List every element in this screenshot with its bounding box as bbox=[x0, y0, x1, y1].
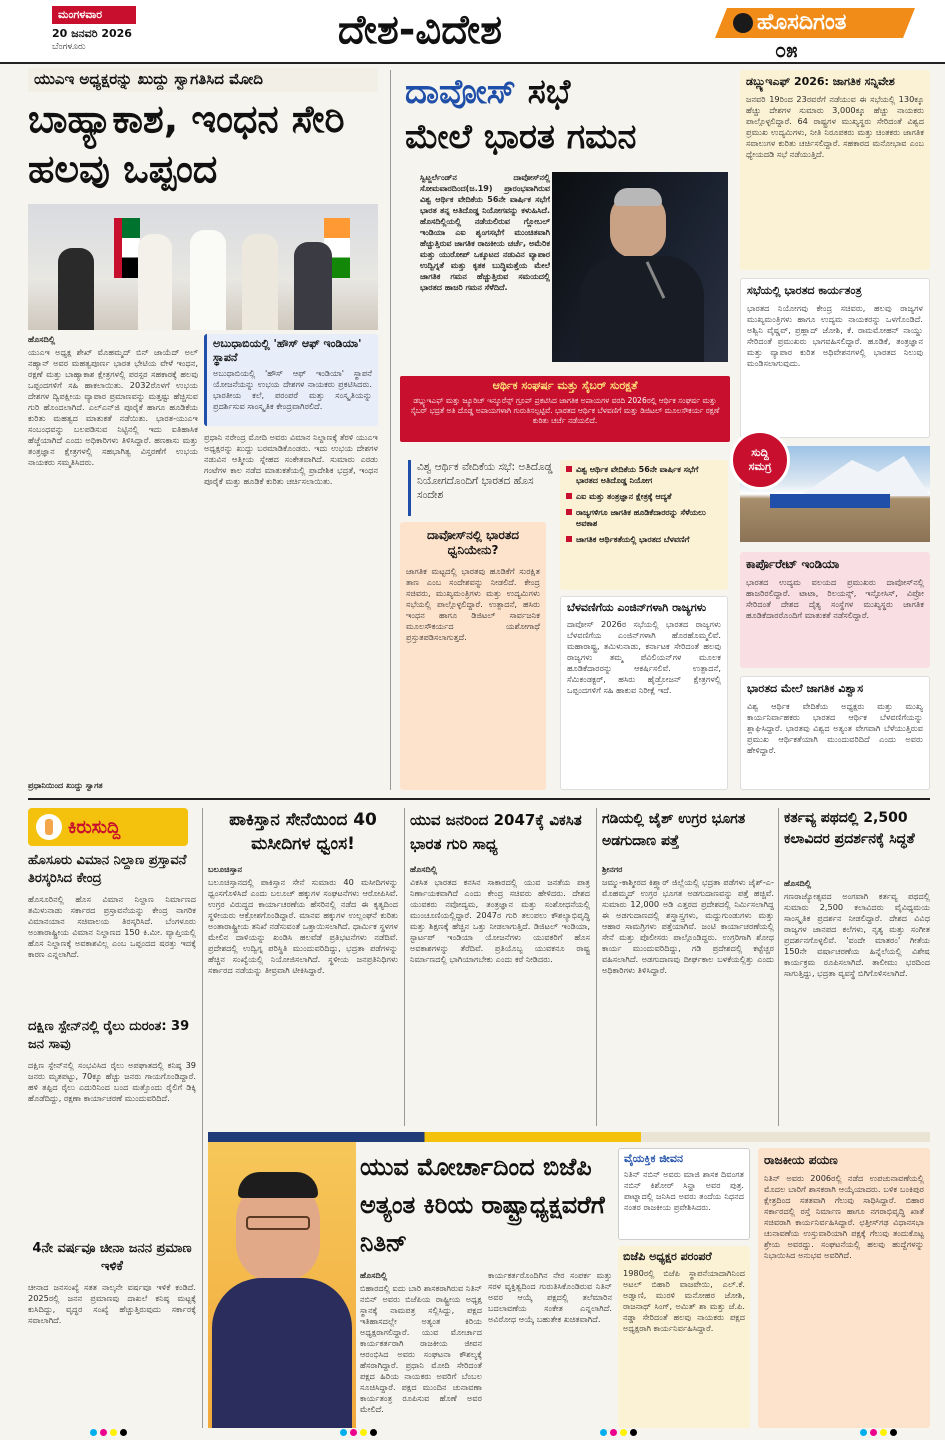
pakistan-body-text: ಬಲೂಚಿಸ್ತಾನದಲ್ಲಿ ಪಾಕಿಸ್ತಾನ ಸೇನೆ ಸುಮಾರು 40 ಮಸೀದಿಗಳನ್ನು ಧ್ವಂಸಗೊಳಿಸಿದೆ ಎಂದು ಬಲೂಚ್ ಹಕ್ಕುಗಳ ಸಂಘಟನೆಗಳು ಆರೋಪಿಸಿವೆ. ಉಗ್ರರ ವಿರುದ್ಧದ ಕಾರ್ಯಾಚರಣೆಯ ಹೆಸರಿನಲ್ಲಿ ನಡೆದ ಈ ಕೃತ್ಯದಿಂದ ಸ್ಥಳೀಯರು ಆಕ್ರೋಶಗೊಂಡಿದ್ದಾರೆ. ಮಾನವ ಹಕ್ಕುಗಳ ಉಲ್ಲಂಘನೆ ಕುರಿತು ಅಂತಾರಾಷ್ಟ್ರೀಯ ತನಿಖೆ ನಡೆಸುವಂತೆ ಒತ್ತಾಯಿಸಲಾಗಿದೆ. ಧಾರ್ಮಿಕ ಸ್ಥಳಗಳ ಮೇಲಿನ ದಾಳಿಯನ್ನು ಖಂಡಿಸಿ ಹಲವೆಡೆ ಪ್ರತಿಭಟನೆಗಳು ನಡೆದಿವೆ. ಪ್ರದೇಶದಲ್ಲಿ ಉದ್ವಿಗ್ನ ಪರಿಸ್ಥಿತಿ ಮುಂದುವರಿದಿದ್ದು, ಭದ್ರತಾ ಪಡೆಗಳನ್ನು ಹೆಚ್ಚಿನ ಸಂಖ್ಯೆಯಲ್ಲಿ ನಿಯೋಜಿಸಲಾಗಿದೆ. ಸ್ಥಳೀಯ ಜನಪ್ರತಿನಿಧಿಗಳು ಸರ್ಕಾರದ ನಡೆಯನ್ನು ತೀವ್ರವಾಗಿ ಟೀಕಿಸಿದ್ದಾರೆ. bbox=[208, 877, 398, 975]
youth-body bbox=[410, 864, 590, 1126]
davos-speaker-photo bbox=[552, 172, 728, 362]
trust-box bbox=[740, 676, 930, 790]
nitin-portrait bbox=[208, 1142, 356, 1428]
kirusuddi-body-2: ದಕ್ಷಿಣ ಸ್ಪೇನ್‌ನಲ್ಲಿ ಸಂಭವಿಸಿದ ರೈಲು ಅಪಘಾತದಲ್ಲಿ ಕನಿಷ್ಠ 39 ಜನರು ಮೃತಪಟ್ಟು, 70ಕ್ಕೂ ಹೆಚ್ಚು ಜನರು ಗಾಯಗೊಂಡಿದ್ದಾರೆ. ಹಳಿ ತಪ್ಪಿದ ರೈಲು ಎದುರಿನಿಂದ ಬಂದ ಮತ್ತೊಂದು ರೈಲಿಗೆ ಡಿಕ್ಕಿ ಹೊಡೆದಿದ್ದು, ರಕ್ಷಣಾ ಕಾರ್ಯಾಚರಣೆ ಮುಂದುವರಿದಿದೆ. bbox=[28, 1060, 196, 1103]
corporate-headline: ಕಾರ್ಪೊರೇಟ್ ಇಂಡಿಯಾ bbox=[746, 557, 840, 571]
growth-body: ದಾವೋಸ್ 2026ರ ಸಭೆಯಲ್ಲಿ ಭಾರತದ ರಾಜ್ಯಗಳು ಬೆಳವಣಿಗೆಯ ಎಂಜಿನ್‌ಗಳಾಗಿ ಹೊರಹೊಮ್ಮಲಿವೆ. ಮಹಾರಾಷ್ಟ್ರ, ತಮಿಳುನಾಡು, ಕರ್ನಾಟಕ ಸೇರಿದಂತೆ ಹಲವು ರಾಜ್ಯಗಳು ತಮ್ಮ ಪೆವಿಲಿಯನ್‌ಗಳ ಮೂಲಕ ಹೂಡಿಕೆದಾರರನ್ನು ಆಕರ್ಷಿಸಲಿವೆ. ಉತ್ಪಾದನೆ, ಸೆಮಿಕಂಡಕ್ಟರ್, ಹಸಿರು ಹೈಡ್ರೋಜನ್ ಕ್ಷೇತ್ರಗಳಲ್ಲಿ ಒಪ್ಪಂದಗಳಿಗೆ ಸಹಿ ಹಾಕುವ ನಿರೀಕ್ಷೆ ಇದೆ. bbox=[567, 619, 721, 695]
abudhabi-body: ಅಬುಧಾಬಿಯಲ್ಲಿ 'ಹೌಸ್ ಆಫ್ ಇಂಡಿಯಾ' ಸ್ಥಾಪನೆ ಯೋಜನೆಯನ್ನು ಉಭಯ ದೇಶಗಳ ನಾಯಕರು ಪ್ರಕಟಿಸಿದರು. ಭಾರತೀಯ ಕಲೆ, ಪರಂಪರೆ ಮತ್ತು ಸಂಸ್ಕೃತಿಯನ್ನು ಪ್ರದರ್ಶಿಸುವ ಸಾಂಸ್ಕೃತಿಕ ಕೇಂದ್ರವಾಗಿರಲಿದೆ. bbox=[213, 368, 372, 411]
voice-box bbox=[400, 522, 546, 790]
column-divider bbox=[404, 808, 405, 1126]
personal-box bbox=[618, 1148, 750, 1240]
bullet-item bbox=[566, 464, 722, 486]
kartavya-headline: ಕರ್ತವ್ಯ ಪಥದಲ್ಲಿ 2,500 ಕಲಾವಿದರ ಪ್ರದರ್ಶನಕ್ಕೆ ಸಿದ್ಧತೆ bbox=[784, 810, 915, 847]
person-figure bbox=[190, 230, 226, 330]
davos-quote: ವಿಶ್ವ ಆರ್ಥಿಕ ವೇದಿಕೆಯ ಸಭೆ: ಅತಿದೊಡ್ಡ ನಿಯೋಗದೊಂದಿಗೆ ಭಾರತದ ಹೊಸ ಸಂದೇಶ bbox=[408, 460, 562, 516]
person-figure bbox=[294, 242, 332, 330]
bullet-item bbox=[566, 491, 722, 502]
kirusuddi-body-1: ಹೊಸೂರಿನಲ್ಲಿ ಹೊಸ ವಿಮಾನ ನಿಲ್ದಾಣ ನಿರ್ಮಾಣದ ತಮಿಳುನಾಡು ಸರ್ಕಾರದ ಪ್ರಸ್ತಾವನೆಯನ್ನು ಕೇಂದ್ರ ನಾಗರಿಕ ವಿಮಾನಯಾನ ಸಚಿವಾಲಯ ತಿರಸ್ಕರಿಸಿದೆ. ಬೆಂಗಳೂರು ಅಂತಾರಾಷ್ಟ್ರೀಯ ವಿಮಾನ ನಿಲ್ದಾಣದ 150 ಕಿ.ಮೀ. ವ್ಯಾಪ್ತಿಯಲ್ಲಿ ಹೊಸ ನಿಲ್ದಾಣಕ್ಕೆ ಅವಕಾಶವಿಲ್ಲ ಎಂಬ ಒಪ್ಪಂದದ ಷರತ್ತು ಇದಕ್ಕೆ ಕಾರಣ ಎನ್ನಲಾಗಿದೆ. bbox=[28, 894, 196, 959]
abudhabi-box bbox=[204, 334, 378, 426]
print-register-marks bbox=[340, 1429, 377, 1436]
day-label: ಮಂಗಳವಾರ bbox=[52, 6, 136, 24]
youth-headline: ಯುವ ಜನರಿಂದ 2047ಕ್ಕೆ ವಿಕಸಿತ ಭಾರತ ಗುರಿ ಸಾಧ್ಯ bbox=[410, 811, 582, 853]
venue-sign bbox=[770, 494, 890, 508]
kirusuddi-text: ಕಿರುಸುದ್ದಿ bbox=[68, 816, 121, 838]
column-divider bbox=[202, 808, 203, 1428]
nitin-body-text: ಬಿಹಾರದಲ್ಲಿ ಐದು ಬಾರಿ ಶಾಸಕರಾಗಿರುವ ನಿತಿನ್ ನಬಿನ್ ಅವರು ಬಿಜೆಪಿಯ ರಾಷ್ಟ್ರೀಯ ಅಧ್ಯಕ್ಷ ಸ್ಥಾನಕ್ಕೆ ನಾಮಪತ್ರ ಸಲ್ಲಿಸಿದ್ದು, ಪಕ್ಷದ ಇತಿಹಾಸದಲ್ಲೇ ಅತ್ಯಂತ ಕಿರಿಯ ಅಧ್ಯಕ್ಷರಾಗಲಿದ್ದಾರೆ. ಯುವ ಮೋರ್ಚಾದ ಕಾರ್ಯಕರ್ತರಾಗಿ ರಾಜಕೀಯ ಜೀವನ ಆರಂಭಿಸಿದ ಅವರು ಸಂಘಟನಾ ಕೌಶಲ್ಯಕ್ಕೆ ಹೆಸರಾಗಿದ್ದಾರೆ. ಪ್ರಧಾನಿ ಮೋದಿ ಸೇರಿದಂತೆ ಪಕ್ಷದ ಹಿರಿಯ ನಾಯಕರು ಅವರಿಗೆ ಬೆಂಬಲ ಸೂಚಿಸಿದ್ದಾರೆ. ಪಕ್ಷದ ಮುಂದಿನ ಚುನಾವಣಾ ಕಾರ್ಯತಂತ್ರ ರೂಪಿಸುವ ಹೊಣೆ ಅವರ ಮೇಲಿದೆ. bbox=[360, 1283, 482, 1414]
speaker-body bbox=[580, 256, 704, 362]
column-divider bbox=[596, 808, 597, 1126]
bullet-text: ವಿಶ್ವ ಆರ್ಥಿಕ ವೇದಿಕೆಯ 56ನೇ ವಾರ್ಷಿಕ ಸಭೆಗೆ ಭಾರತದ ಅತಿದೊಡ್ಡ ನಿಯೋಗ bbox=[576, 465, 699, 485]
corporate-box bbox=[740, 552, 930, 668]
paper-name: ಹೊಸದಿಗಂತ bbox=[757, 10, 847, 35]
trust-headline: ಭಾರತದ ಮೇಲೆ ಜಾಗತಿಕ ವಿಶ್ವಾಸ bbox=[747, 682, 864, 695]
samagra-label: ಸುದ್ದಿ ಸಮಗ್ರ bbox=[748, 446, 772, 473]
bjp-presidents-headline: ಬಿಜೆಪಿ ಅಧ್ಯಕ್ಷರ ಪರಂಪರೆ bbox=[623, 1250, 712, 1263]
column-divider bbox=[778, 808, 779, 1126]
print-register-marks bbox=[860, 1429, 897, 1436]
jaish-dateline: ಶ್ರೀನಗರ bbox=[602, 864, 623, 874]
cyber-security-body: ಡಬ್ಲ್ಯುಇಎಫ್ ಮತ್ತು ಜ್ಯೂರಿಚ್ ಇನ್ಶೂರೆನ್ಸ್ ಗ್ರೂಪ್ ಪ್ರಕಟಿಸಿದ ಜಾಗತಿಕ ಅಪಾಯಗಳ ವರದಿ 2026ರಲ್ಲಿ ಆರ್ಥಿಕ ಸಂಘರ್ಷ ಮತ್ತು ಸೈಬರ್ ಭದ್ರತೆ ಅತಿ ದೊಡ್ಡ ಅಪಾಯಗಳಾಗಿ ಗುರುತಿಸಲ್ಪಟ್ಟಿವೆ. ಭಾರತದ ಆರ್ಥಿಕ ಬೆಳವಣಿಗೆ ಮತ್ತು ಡಿಜಿಟಲ್ ಮೂಲಸೌಕರ್ಯ ರಕ್ಷಣೆ ಕುರಿತು ಚರ್ಚೆ ನಡೆಯಲಿದೆ. bbox=[410, 396, 720, 425]
pakistan-headline: ಪಾಕಿಸ್ತಾನ ಸೇನೆಯಿಂದ 40 ಮಸೀದಿಗಳ ಧ್ವಂಸ! bbox=[229, 810, 377, 854]
nitin-headline: ಯುವ ಮೋರ್ಚಾದಿಂದ ಬಿಜೆಪಿ ಅತ್ಯಂತ ಕಿರಿಯ ರಾಷ್ಟ್ರಾಧ್ಯಕ್ಷವರೆಗೆ ನಿತಿನ್ bbox=[360, 1153, 605, 1257]
youth-body-text: ವಿಕಸಿತ ಭಾರತದ ಕನಸಿನ ಸಾಕಾರದಲ್ಲಿ ಯುವ ಜನತೆಯ ಪಾತ್ರ ನಿರ್ಣಾಯಕವಾಗಿದೆ ಎಂದು ಕೇಂದ್ರ ಸಚಿವರು ಹೇಳಿದರು. ದೇಶದ ಯುವಕರು ನವೋದ್ಯಮ, ತಂತ್ರಜ್ಞಾನ ಮತ್ತು ಸಂಶೋಧನೆಯಲ್ಲಿ ಮುಂಚೂಣಿಯಲ್ಲಿದ್ದಾರೆ. 2047ರ ಗುರಿ ತಲುಪಲು ಕೌಶಲ್ಯಾಭಿವೃದ್ಧಿ ಮತ್ತು ಶಿಕ್ಷಣಕ್ಕೆ ಹೆಚ್ಚಿನ ಒತ್ತು ನೀಡಲಾಗುತ್ತಿದೆ. ಡಿಜಿಟಲ್ ಇಂಡಿಯಾ, ಸ್ಟಾರ್ಟಪ್ ಇಂಡಿಯಾ ಯೋಜನೆಗಳು ಯುವಕರಿಗೆ ಹೊಸ ಅವಕಾಶಗಳನ್ನು ತೆರೆದಿವೆ. ಪ್ರತಿಯೊಬ್ಬ ಯುವಕನೂ ರಾಷ್ಟ್ರ ನಿರ್ಮಾಣದಲ್ಲಿ ಭಾಗಿಯಾಗಬೇಕು ಎಂದು ಕರೆ ನೀಡಿದರು. bbox=[410, 877, 590, 964]
city-label: ಬೆಂಗಳೂರು bbox=[52, 42, 86, 52]
lead-headline: ಬಾಹ್ಯಾಕಾಶ, ಇಂಧನ ಸೇರಿ ಹಲವು ಒಪ್ಪಂದ bbox=[28, 97, 345, 191]
kartavya-body-text: ಗಣರಾಜ್ಯೋತ್ಸವದ ಅಂಗವಾಗಿ ಕರ್ತವ್ಯ ಪಥದಲ್ಲಿ ಸುಮಾರು 2,500 ಕಲಾವಿದರು ವೈವಿಧ್ಯಮಯ ಸಾಂಸ್ಕೃತಿಕ ಪ್ರದರ್ಶನ ನೀಡಲಿದ್ದಾರೆ. ದೇಶದ ವಿವಿಧ ರಾಜ್ಯಗಳ ಜಾನಪದ ಕಲೆಗಳು, ನೃತ್ಯ ಮತ್ತು ಸಂಗೀತ ಪ್ರದರ್ಶನಗೊಳ್ಳಲಿವೆ. 'ವಂದೇ ಮಾತರಂ' ಗೀತೆಯ 150ನೇ ವರ್ಷಾಚರಣೆಯ ಹಿನ್ನೆಲೆಯಲ್ಲಿ ವಿಶೇಷ ಕಾರ್ಯಕ್ರಮ ರೂಪಿಸಲಾಗಿದೆ. ತಾಲೀಮು ಭರದಿಂದ ಸಾಗುತ್ತಿದ್ದು, ಭದ್ರತಾ ವ್ಯವಸ್ಥೆ ಬಿಗಿಗೊಳಿಸಲಾಗಿದೆ. bbox=[784, 891, 930, 978]
date-label: 20 ಜನವರಿ 2026 bbox=[52, 27, 132, 40]
davos-bullets bbox=[560, 460, 728, 590]
plan-headline: ಸಭೆಯಲ್ಲಿ ಭಾರತದ ಕಾರ್ಯತಂತ್ರ bbox=[747, 284, 862, 297]
lead-photo bbox=[28, 204, 378, 330]
davos-intro: ಸ್ವಿಟ್ಜರ್ಲೆಂಡ್‌ನ ದಾವೋಸ್‌ನಲ್ಲಿ ಸೋಮವಾರದಿಂದ(ಜ.19) ಪ್ರಾರಂಭವಾಗಿರುವ ವಿಶ್ವ ಆರ್ಥಿಕ ವೇದಿಕೆಯ 56ನೇ ವಾರ್ಷಿಕ ಸಭೆಗೆ ಭಾರತ ತನ್ನ ಅತಿದೊಡ್ಡ ನಿಯೋಗವನ್ನು ಕಳುಹಿಸಿದೆ. ಹೊಸದಿಲ್ಲಿಯಲ್ಲಿ ನಡೆಯಲಿರುವ ಗ್ಲೋಬಲ್ ಇಂಡಿಯಾ ಎಐ ಶೃಂಗಸಭೆಗೆ ಮುಂಚಿತವಾಗಿ ಹೆಚ್ಚುತ್ತಿರುವ ಜಾಗತಿಕ ರಾಜಕೀಯ ಚರ್ಚೆ, ಅಮೆರಿಕ ಮತ್ತು ಯುರೋಪ್ ಒಕ್ಕೂಟದ ನಡುವಿನ ವ್ಯಾಪಾರ ಉದ್ವಿಗ್ನತೆ ಮತ್ತು ಕೃತಕ ಬುದ್ಧಿಮತ್ತೆಯ ಮೇಲೆ ಜಾಗತಿಕ ಗಮನ ಹೆಚ್ಚುತ್ತಿರುವ ಸಮಯದಲ್ಲಿ ಭಾರತದ ಹಾಜರಿ ಗಮನ ಸೆಳೆದಿದೆ. bbox=[420, 173, 550, 292]
political-journey-box bbox=[758, 1148, 930, 1428]
kirusuddi-headline-2: ದಕ್ಷಿಣ ಸ್ಪೇನ್‌ನಲ್ಲಿ ರೈಲು ದುರಂತ: 39 ಜನ ಸಾವು bbox=[28, 1019, 190, 1052]
flag-uae-icon bbox=[114, 218, 140, 278]
jaish-body-text: ಜಮ್ಮು-ಕಾಶ್ಮೀರದ ಕಿಶ್ತ್ವಾರ್ ಜಿಲ್ಲೆಯಲ್ಲಿ ಭದ್ರತಾ ಪಡೆಗಳು ಜೈಶ್-ಎ-ಮೊಹಮ್ಮದ್ ಉಗ್ರರ ಭೂಗತ ಅಡಗುದಾಣವನ್ನು ಪತ್ತೆ ಹಚ್ಚಿವೆ. ಸುಮಾರು 12,000 ಅಡಿ ಎತ್ತರದ ಪ್ರದೇಶದಲ್ಲಿ ನಿರ್ಮಿಸಲಾಗಿದ್ದ ಈ ಅಡಗುದಾಣದಲ್ಲಿ ಶಸ್ತ್ರಾಸ್ತ್ರಗಳು, ಮದ್ದುಗುಂಡುಗಳು ಮತ್ತು ಆಹಾರ ಸಾಮಗ್ರಿಗಳು ಪತ್ತೆಯಾಗಿವೆ. ಜಂಟಿ ಕಾರ್ಯಾಚರಣೆಯಲ್ಲಿ ಸೇನೆ ಮತ್ತು ಪೊಲೀಸರು ಪಾಲ್ಗೊಂಡಿದ್ದರು. ಉಗ್ರರಿಗಾಗಿ ಶೋಧ ಕಾರ್ಯ ಮುಂದುವರಿದಿದ್ದು, ಗಡಿ ಪ್ರದೇಶದಲ್ಲಿ ಕಟ್ಟೆಚ್ಚರ ವಹಿಸಲಾಗಿದೆ. ಅಡಗುದಾಣವು ದೀರ್ಘಕಾಲ ಬಳಕೆಯಲ್ಲಿತ್ತು ಎಂದು ಅಧಿಕಾರಿಗಳು ತಿಳಿಸಿದ್ದಾರೆ. bbox=[602, 877, 774, 975]
kirusuddi-body-3: ಚೀನಾದ ಜನಸಂಖ್ಯೆ ಸತತ ನಾಲ್ಕನೇ ವರ್ಷವೂ ಇಳಿಕೆ ಕಂಡಿದೆ. 2025ರಲ್ಲಿ ಜನನ ಪ್ರಮಾಣವು ದಾಖಲೆ ಕನಿಷ್ಠ ಮಟ್ಟಕ್ಕೆ ಕುಸಿದಿದ್ದು, ವೃದ್ಧರ ಸಂಖ್ಯೆ ಹೆಚ್ಚುತ್ತಿರುವುದು ಸರ್ಕಾರಕ್ಕೆ ಸವಾಲಾಗಿದೆ. bbox=[28, 1282, 196, 1325]
page-number: ೦೫ bbox=[775, 38, 798, 60]
bullet-text: ರಾಜ್ಯಗಳಿಗೂ ಜಾಗತಿಕ ಹೂಡಿಕೆದಾರರನ್ನು ಸೆಳೆಯಲು ಅವಕಾಶ bbox=[576, 508, 706, 528]
davos-headline bbox=[405, 70, 735, 166]
davos-headline-3: ಮೇಲೆ ಭಾರತ ಗಮನ bbox=[405, 117, 637, 157]
masthead bbox=[0, 0, 945, 64]
bullet-marker-icon bbox=[566, 536, 572, 542]
lead-kicker: ಯುಎಇ ಅಧ್ಯಕ್ಷರನ್ನು ಖುದ್ದು ಸ್ವಾಗತಿಸಿದ ಮೋದಿ bbox=[28, 68, 378, 92]
plan-body: ಭಾರತದ ನಿಯೋಗವು ಕೇಂದ್ರ ಸಚಿವರು, ಹಲವು ರಾಜ್ಯಗಳ ಮುಖ್ಯಮಂತ್ರಿಗಳು ಹಾಗೂ ಉದ್ಯಮ ನಾಯಕರನ್ನು ಒಳಗೊಂಡಿದೆ. ಅಶ್ವಿನಿ ವೈಷ್ಣವ್, ಪ್ರಹ್ಲಾದ್ ಜೋಶಿ, ಕೆ. ರಾಮಮೋಹನ್ ನಾಯ್ಡು ಸೇರಿದಂತೆ ಪ್ರಮುಖರು ಭಾಗವಹಿಸಲಿದ್ದಾರೆ. ಹೂಡಿಕೆ, ತಂತ್ರಜ್ಞಾನ ಮತ್ತು ವ್ಯಾಪಾರ ಕುರಿತ ಅಧಿವೇಶನಗಳಲ್ಲಿ ಭಾರತದ ನಿಲುವು ಮಂಡಿಸಲಾಗುವುದು. bbox=[747, 303, 923, 368]
lead-body-text-2: ಪ್ರಧಾನಿ ನರೇಂದ್ರ ಮೋದಿ ಅವರು ವಿಮಾನ ನಿಲ್ದಾಣಕ್ಕೆ ತೆರಳಿ ಯುಎಇ ಅಧ್ಯಕ್ಷರನ್ನು ಖುದ್ದು ಬರಮಾಡಿಕೊಂಡರು. ಇದು ಉಭಯ ದೇಶಗಳ ನಡುವಿನ ಆತ್ಮೀಯ ಸ್ನೇಹದ ಸಂಕೇತವಾಗಿದೆ. ಸುಮಾರು ಎರಡು ಗಂಟೆಗಳ ಕಾಲ ನಡೆದ ಮಾತುಕತೆಯಲ್ಲಿ ಪ್ರಾದೇಶಿಕ ಭದ್ರತೆ, ಇಂಧನ ಪೂರೈಕೆ ಮತ್ತು ಹೂಡಿಕೆ ಕುರಿತು ಚರ್ಚಿಸಲಾಯಿತು. bbox=[204, 432, 378, 486]
davos-headline-2: ಸಭೆ bbox=[527, 72, 571, 112]
lead-dateline: ಹೊಸದಿಲ್ಲಿ bbox=[28, 334, 56, 344]
cyber-security-box bbox=[400, 376, 730, 442]
hand-icon bbox=[36, 814, 62, 840]
bjp-presidents-body: 1980ರಲ್ಲಿ ಬಿಜೆಪಿ ಸ್ಥಾಪನೆಯಾದಾಗಿನಿಂದ ಅಟಲ್ ಬಿಹಾರಿ ವಾಜಪೇಯಿ, ಎಲ್.ಕೆ. ಅಡ್ವಾಣಿ, ಮುರಳಿ ಮನೋಹರ ಜೋಶಿ, ರಾಜನಾಥ್ ಸಿಂಗ್, ಅಮಿತ್ ಶಾ ಮತ್ತು ಜೆ.ಪಿ. ನಡ್ಡಾ ಸೇರಿದಂತೆ ಹಲವು ನಾಯಕರು ಪಕ್ಷದ ಅಧ್ಯಕ್ಷರಾಗಿ ಕಾರ್ಯನಿರ್ವಹಿಸಿದ್ದಾರೆ. bbox=[623, 1268, 745, 1333]
growth-box bbox=[560, 596, 728, 790]
kartavya-body bbox=[784, 878, 930, 1126]
bullet-marker-icon bbox=[566, 493, 572, 499]
section-divider bbox=[28, 798, 930, 800]
lead-credit: ಪ್ರಧಾನಿಯಿಂದ ಖುದ್ದು ಸ್ವಾಗತ bbox=[28, 781, 103, 790]
nitin-body bbox=[360, 1270, 482, 1428]
section-title: ದೇಶ-ವಿದೇಶ bbox=[337, 7, 503, 53]
political-journey-headline: ರಾಜಕೀಯ ಪಯಣ bbox=[764, 1153, 838, 1167]
bullet-marker-icon bbox=[566, 509, 572, 515]
print-register-marks bbox=[600, 1429, 637, 1436]
lead-body bbox=[28, 334, 198, 694]
voice-headline: ದಾವೋಸ್‌ನಲ್ಲಿ ಭಾರತದ ಧ್ವನಿಯೇನು? bbox=[427, 528, 519, 557]
wef-box bbox=[740, 70, 930, 270]
kirusuddi-headline-3: 4ನೇ ವರ್ಷವೂ ಚೀನಾ ಜನನ ಪ್ರಮಾಣ ಇಳಿಕೆ bbox=[32, 1241, 192, 1274]
nitin-body-2: ಕಾರ್ಯಕರ್ತರೊಂದಿಗಿನ ನೇರ ಸಂಪರ್ಕ ಮತ್ತು ಸರಳ ವ್ಯಕ್ತಿತ್ವದಿಂದ ಗುರುತಿಸಿಕೊಂಡಿರುವ ನಿತಿನ್ ಅವರ ಆಯ್ಕೆ ಪಕ್ಷದಲ್ಲಿ ತಲೆಮಾರಿನ ಬದಲಾವಣೆಯ ಸಂಕೇತ ಎನ್ನಲಾಗಿದೆ. ಅವಿರೋಧ ಆಯ್ಕೆ ಬಹುತೇಕ ಖಚಿತವಾಗಿದೆ. bbox=[488, 1270, 612, 1324]
column-divider bbox=[390, 70, 391, 790]
logo-emblem-icon bbox=[733, 13, 753, 33]
wef-headline: ಡಬ್ಲ್ಯುಇಎಫ್ 2026: ಜಾಗತಿಕ ಸನ್ನಿವೇಶ bbox=[746, 75, 895, 88]
abudhabi-headline: ಅಬುಧಾಬಿಯಲ್ಲಿ 'ಹೌಸ್ ಆಫ್ ಇಂಡಿಯಾ' ಸ್ಥಾಪನೆ bbox=[213, 337, 362, 364]
plan-box bbox=[740, 278, 930, 438]
person-figure bbox=[58, 248, 94, 330]
bjp-presidents-box bbox=[618, 1246, 750, 1428]
person-figure bbox=[138, 234, 172, 330]
nitin-strip bbox=[208, 1132, 930, 1142]
personal-headline: ವೈಯಕ್ತಿಕ ಜೀವನ bbox=[624, 1152, 684, 1165]
voice-body: ಜಾಗತಿಕ ಮಟ್ಟದಲ್ಲಿ ಭಾರತವು ಹೂಡಿಕೆಗೆ ಸುರಕ್ಷಿತ ತಾಣ ಎಂಬ ಸಂದೇಶವನ್ನು ನೀಡಲಿದೆ. ಕೇಂದ್ರ ಸಚಿವರು, ಮುಖ್ಯಮಂತ್ರಿಗಳು ಮತ್ತು ಉದ್ಯಮಿಗಳು ಸಭೆಯಲ್ಲಿ ಪಾಲ್ಗೊಳ್ಳಲಿದ್ದಾರೆ. ಉತ್ಪಾದನೆ, ಹಸಿರು ಇಂಧನ ಹಾಗೂ ಡಿಜಿಟಲ್ ಸಾರ್ವಜನಿಕ ಮೂಲಸೌಕರ್ಯದ ಯಶೋಗಾಥೆ ಪ್ರಸ್ತುತಪಡಿಸಲಾಗುತ್ತದೆ. bbox=[406, 566, 540, 642]
youth-dateline: ಹೊಸದಿಲ್ಲಿ bbox=[410, 864, 438, 874]
kartavya-dateline: ಹೊಸದಿಲ್ಲಿ bbox=[784, 878, 812, 888]
bullet-text: ಜಾಗತಿಕ ಆರ್ಥಿಕತೆಯಲ್ಲಿ ಭಾರತದ ಬೆಳವಣಿಗೆ bbox=[576, 535, 690, 544]
pakistan-body bbox=[208, 864, 398, 1126]
growth-headline: ಬೆಳವಣಿಗೆಯ ಎಂಜಿನ್‌ಗಳಾಗಿ ರಾಜ್ಯಗಳು bbox=[567, 601, 707, 614]
person-figure bbox=[242, 234, 278, 330]
speaker-hair bbox=[614, 188, 662, 206]
pakistan-dateline: ಬಲೂಚಿಸ್ತಾನ bbox=[208, 864, 243, 874]
samagra-badge bbox=[730, 430, 790, 490]
trust-body: ವಿಶ್ವ ಆರ್ಥಿಕ ವೇದಿಕೆಯ ಅಧ್ಯಕ್ಷರು ಮತ್ತು ಮುಖ್ಯ ಕಾರ್ಯನಿರ್ವಾಹಕರು ಭಾರತದ ಆರ್ಥಿಕ ಬೆಳವಣಿಗೆಯನ್ನು ಶ್ಲಾಘಿಸಿದ್ದಾರೆ. ಭಾರತವು ವಿಶ್ವದ ಅತ್ಯಂತ ವೇಗವಾಗಿ ಬೆಳೆಯುತ್ತಿರುವ ಪ್ರಮುಖ ಆರ್ಥಿಕತೆಯಾಗಿ ಮುಂದುವರಿದಿದೆ ಎಂದು ಅವರು ಹೇಳಿದ್ದಾರೆ. bbox=[747, 701, 923, 755]
portrait-body bbox=[212, 1278, 352, 1428]
bullet-text: ಎಐ ಮತ್ತು ತಂತ್ರಜ್ಞಾನ ಕ್ಷೇತ್ರಕ್ಕೆ ಆದ್ಯತೆ bbox=[576, 492, 672, 501]
print-register-marks bbox=[90, 1429, 127, 1436]
kirusuddi-headline-1: ಹೊಸೂರು ವಿಮಾನ ನಿಲ್ದಾಣ ಪ್ರಸ್ತಾವನೆ ತಿರಸ್ಕರಿಸಿದ ಕೇಂದ್ರ bbox=[28, 853, 187, 886]
jaish-headline: ಗಡಿಯಲ್ಲಿ ಜೈಶ್ ಉಗ್ರರ ಭೂಗತ ಅಡಗುದಾಣ ಪತ್ತೆ bbox=[602, 811, 746, 849]
wef-body: ಜನವರಿ 19ರಿಂದ 23ರವರೆಗೆ ನಡೆಯುವ ಈ ಸಭೆಯಲ್ಲಿ 130ಕ್ಕೂ ಹೆಚ್ಚು ದೇಶಗಳ ಸುಮಾರು 3,000ಕ್ಕೂ ಹೆಚ್ಚು ನಾಯಕರು ಪಾಲ್ಗೊಳ್ಳಲಿದ್ದಾರೆ. 64 ರಾಷ್ಟ್ರಗಳ ಮುಖ್ಯಸ್ಥರು ಸೇರಿದಂತೆ ವಿಶ್ವದ ಪ್ರಮುಖ ಉದ್ಯಮಿಗಳು, ನೀತಿ ನಿರೂಪಕರು ಮತ್ತು ಚಿಂತಕರು ಜಾಗತಿಕ ಸವಾಲುಗಳ ಕುರಿತು ಚರ್ಚಿಸಲಿದ್ದಾರೆ. ಸಹಕಾರದ ಮನೋಭಾವ ಎಂಬ ಧ್ಯೇಯದಡಿ ಸಭೆ ನಡೆಯುತ್ತಿದೆ. bbox=[746, 94, 924, 159]
davos-headline-1: ದಾವೋಸ್ bbox=[405, 72, 516, 112]
personal-body: ನಿತಿನ್ ನಬಿನ್ ಅವರು ಮಾಜಿ ಶಾಸಕ ದಿವಂಗತ ನಬಿನ್ ಕಿಶೋರ್ ಸಿನ್ಹಾ ಅವರ ಪುತ್ರ. ಪಾಟ್ನಾದಲ್ಲಿ ಜನಿಸಿದ ಅವರು ತಂದೆಯ ನಿಧನದ ನಂತರ ರಾಜಕೀಯ ಪ್ರವೇಶಿಸಿದರು. bbox=[624, 1169, 744, 1212]
lead-body-text: ಯುಎಇ ಅಧ್ಯಕ್ಷ ಶೇಖ್ ಮೊಹಮ್ಮದ್ ಬಿನ್ ಜಾಯೆದ್ ಅಲ್ ನಹ್ಯಾನ್ ಅವರ ಮಹತ್ವಪೂರ್ಣ ಭಾರತ ಭೇಟಿಯ ವೇಳೆ ಇಂಧನ, ರಕ್ಷಣೆ ಮತ್ತು ಬಾಹ್ಯಾಕಾಶ ಕ್ಷೇತ್ರಗಳಲ್ಲಿ ಪರಸ್ಪರ ಸಹಕಾರಕ್ಕೆ ಹಲವು ಒಪ್ಪಂದಗಳಿಗೆ ಸಹಿ ಹಾಕಲಾಯಿತು. 2032ರೊಳಗೆ ಉಭಯ ದೇಶಗಳ ದ್ವಿಪಕ್ಷೀಯ ವ್ಯಾಪಾರ ಪ್ರಮಾಣವನ್ನು ಮತ್ತಷ್ಟು ಹೆಚ್ಚಿಸುವ ಗುರಿ ಹೊಂದಲಾಗಿದೆ. ಎಲ್‌ಎನ್‌ಜಿ ಪೂರೈಕೆ ಹಾಗೂ ಹೂಡಿಕೆಯ ಕುರಿತು ಮಹತ್ವದ ಮಾತುಕತೆ ನಡೆಯಿತು. ಭಾರತ-ಯುಎಇ ಸಂಬಂಧವನ್ನು ಬಲಪಡಿಸುವ ನಿಟ್ಟಿನಲ್ಲಿ ಇದು ಐತಿಹಾಸಿಕ ಹೆಜ್ಜೆಯಾಗಿದೆ ಎಂದು ಅಧಿಕಾರಿಗಳು ತಿಳಿಸಿದ್ದಾರೆ. ಹಣಕಾಸು ಮತ್ತು ತಂತ್ರಜ್ಞಾನ ಕ್ಷೇತ್ರಗಳಲ್ಲಿ ಸಹಭಾಗಿತ್ವ ವಿಸ್ತರಣೆಗೆ ಉಭಯ ನಾಯಕರು ಸಮ್ಮತಿಸಿದರು. bbox=[28, 347, 198, 467]
portrait-glasses bbox=[246, 1216, 310, 1230]
bullet-marker-icon bbox=[566, 466, 572, 472]
jaish-body bbox=[602, 864, 774, 1126]
lead-body-col2 bbox=[204, 432, 378, 694]
bullet-item bbox=[566, 534, 722, 545]
paper-logo bbox=[715, 4, 929, 60]
date-block bbox=[52, 6, 152, 58]
bullet-item bbox=[566, 507, 722, 529]
cyber-security-title: ಆರ್ಥಿಕ ಸಂಘರ್ಷ ಮತ್ತು ಸೈಬರ್ ಸುರಕ್ಷತೆ bbox=[492, 379, 638, 392]
portrait-hair bbox=[238, 1172, 318, 1198]
nitin-dateline: ಹೊಸದಿಲ್ಲಿ bbox=[360, 1270, 388, 1280]
political-journey-body: ನಿತಿನ್ ಅವರು 2006ರಲ್ಲಿ ನಡೆದ ಉಪಚುನಾವಣೆಯಲ್ಲಿ ಮೊದಲ ಬಾರಿಗೆ ಶಾಸಕರಾಗಿ ಆಯ್ಕೆಯಾದರು. ಬಳಿಕ ಬಂಕಿಪುರ ಕ್ಷೇತ್ರದಿಂದ ಸತತವಾಗಿ ಗೆಲುವು ಸಾಧಿಸಿದ್ದಾರೆ. ಬಿಹಾರ ಸರ್ಕಾರದಲ್ಲಿ ರಸ್ತೆ ನಿರ್ಮಾಣ ಹಾಗೂ ನಗರಾಭಿವೃದ್ಧಿ ಖಾತೆ ಸಚಿವರಾಗಿ ಕಾರ್ಯನಿರ್ವಹಿಸಿದ್ದಾರೆ. ಛತ್ತೀಸ್‌ಗಢ ವಿಧಾನಸಭಾ ಚುನಾವಣೆಯ ಉಸ್ತುವಾರಿಯಾಗಿ ಪಕ್ಷಕ್ಕೆ ಗೆಲುವು ತಂದುಕೊಟ್ಟ ಶ್ರೇಯ ಅವರದ್ದು. ಸಂಘಟನೆಯಲ್ಲಿ ಹಲವು ಹುದ್ದೆಗಳನ್ನು ನಿಭಾಯಿಸಿದ ಅನುಭವ ಅವರಿಗಿದೆ. bbox=[764, 1173, 924, 1260]
kirusuddi-label bbox=[28, 808, 188, 846]
corporate-body: ಭಾರತದ ಉದ್ಯಮ ವಲಯದ ಪ್ರಮುಖರು ದಾವೋಸ್‌ನಲ್ಲಿ ಹಾಜರಿರಲಿದ್ದಾರೆ. ಟಾಟಾ, ರಿಲಯನ್ಸ್, ಇನ್ಫೋಸಿಸ್, ವಿಪ್ರೋ ಸೇರಿದಂತೆ ದೇಶದ ದೈತ್ಯ ಸಂಸ್ಥೆಗಳ ಮುಖ್ಯಸ್ಥರು ಜಾಗತಿಕ ಹೂಡಿಕೆದಾರರೊಂದಿಗೆ ಮಾತುಕತೆ ನಡೆಸಲಿದ್ದಾರೆ. bbox=[746, 577, 924, 620]
mountain-shape bbox=[800, 456, 930, 496]
